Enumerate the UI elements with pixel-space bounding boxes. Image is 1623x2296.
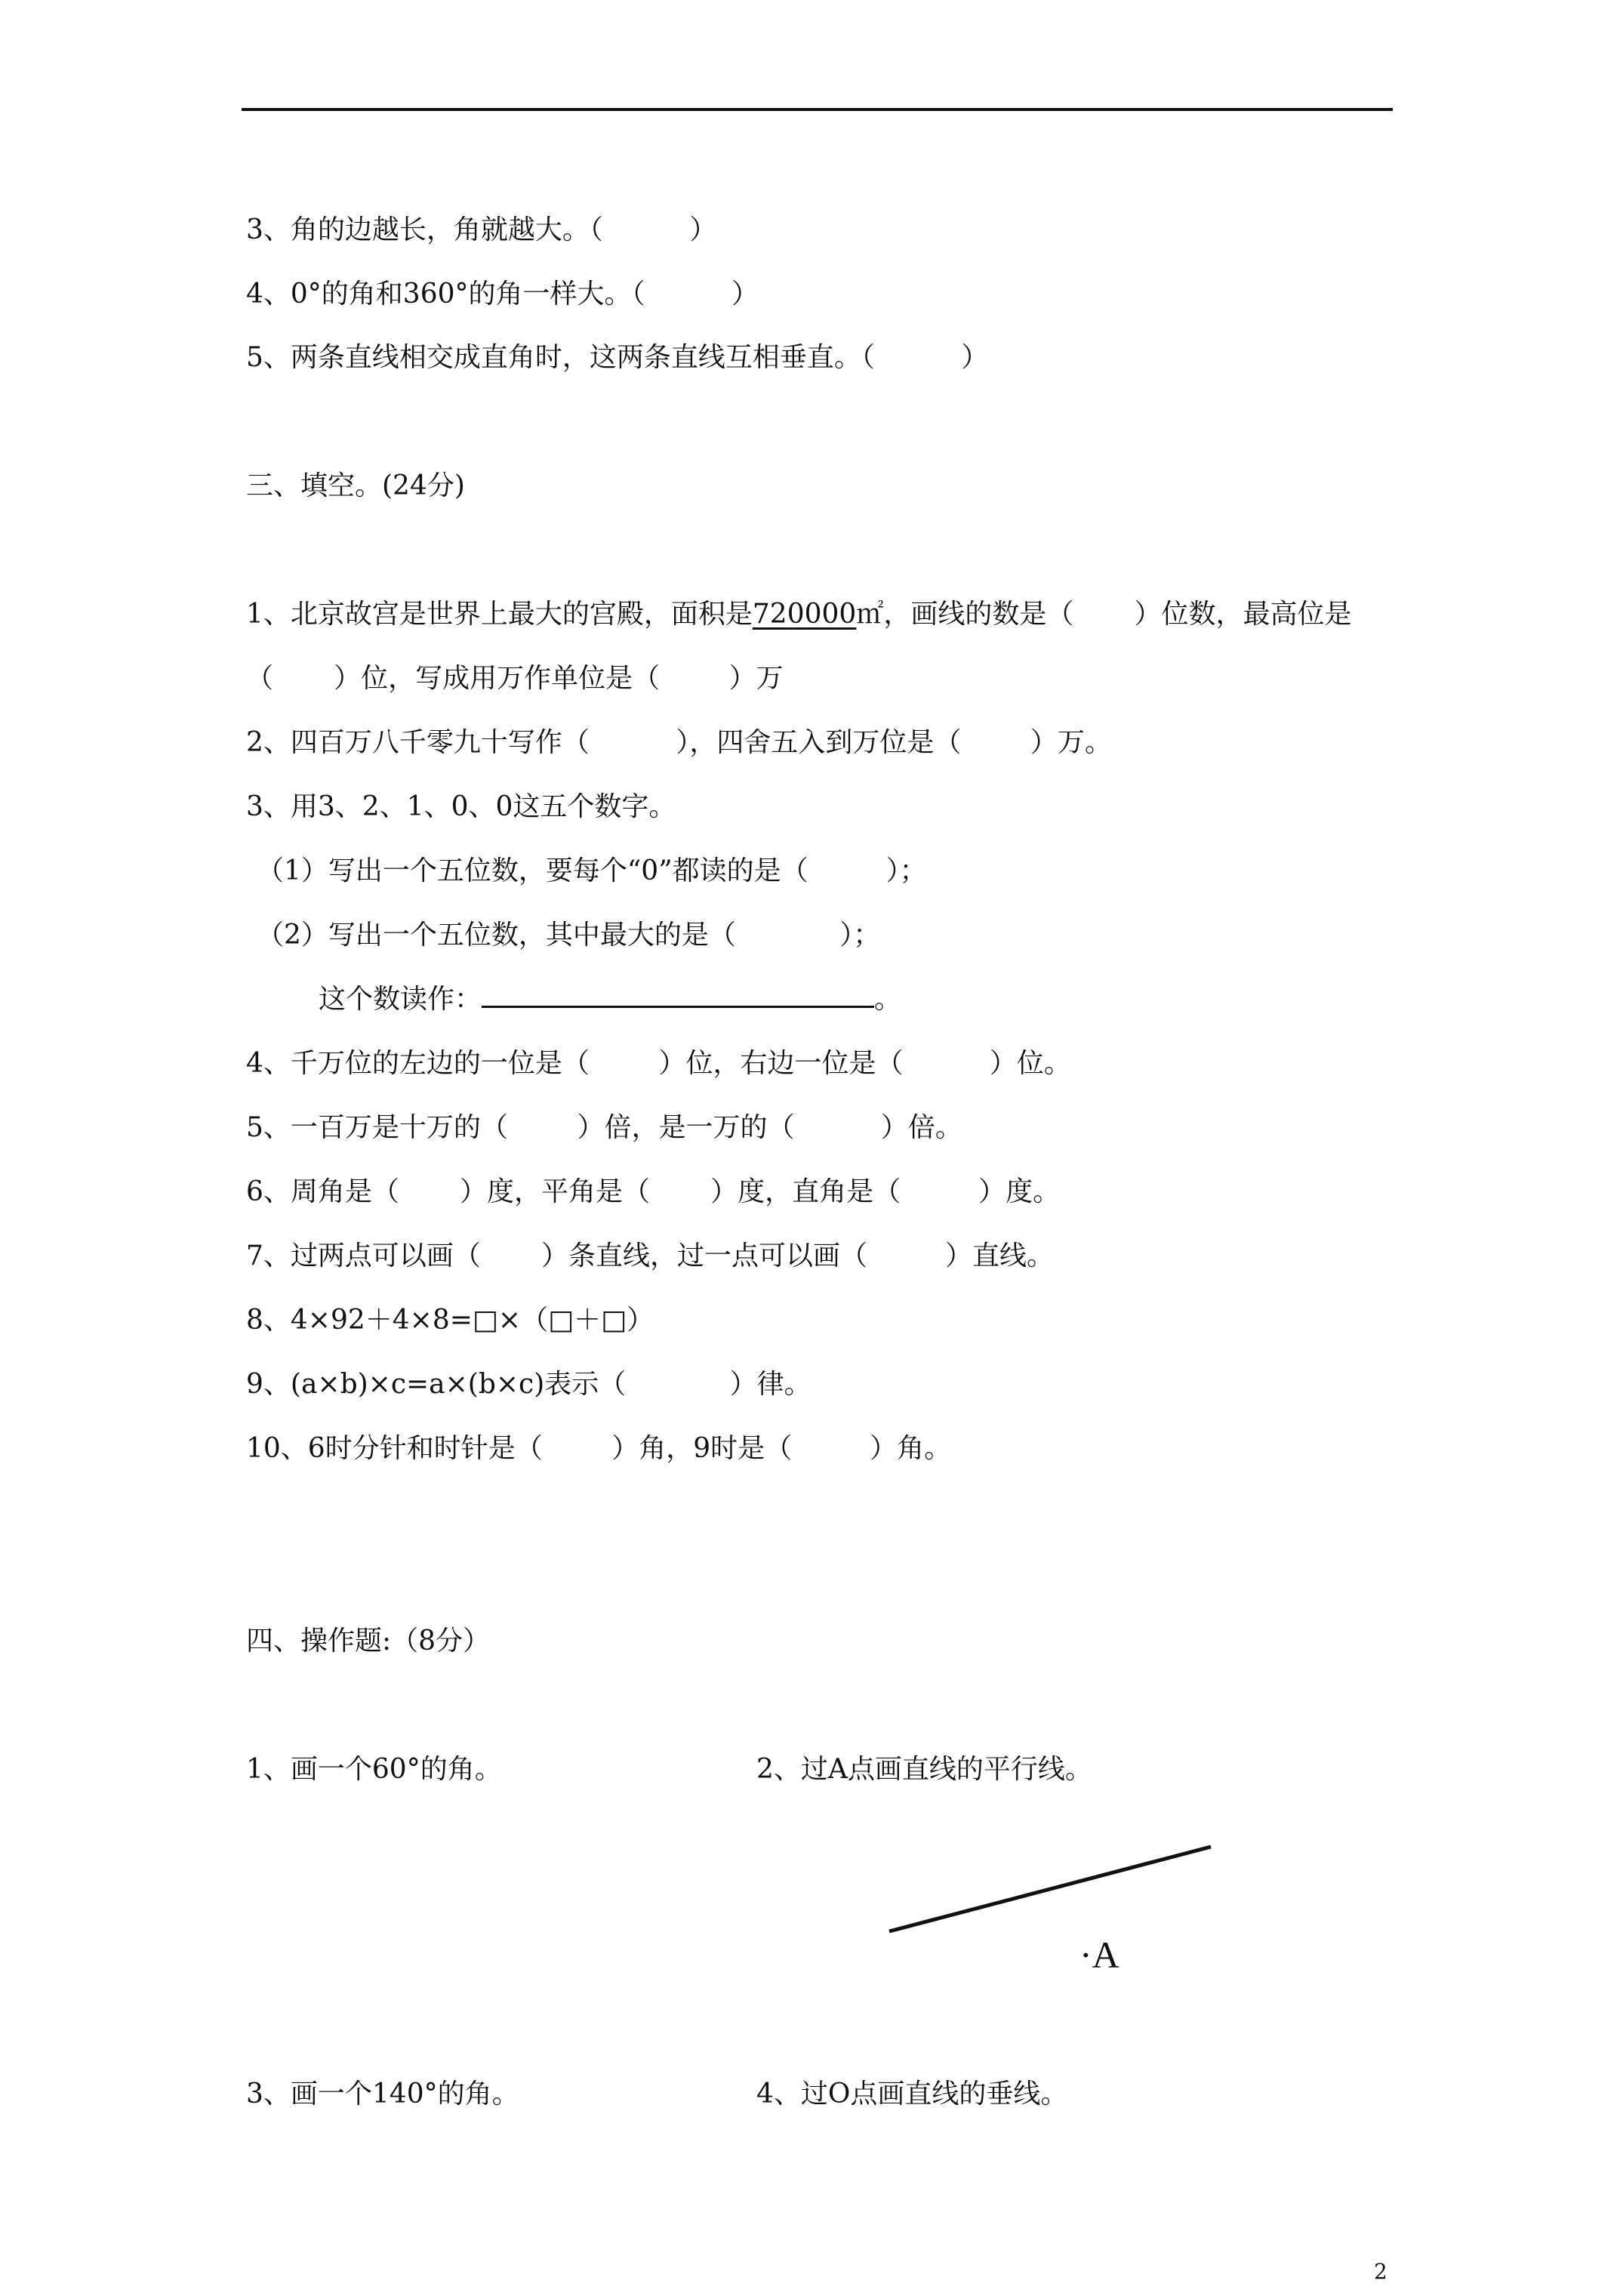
fill-item-10: 10、6时分针和时针是（ ）角，9时是（ ）角。 xyxy=(246,1433,952,1464)
fill-item-1-post: ㎡，画线的数是（ ）位数，最高位是 xyxy=(856,599,1352,630)
point-a-label: ·A xyxy=(1079,1934,1119,1976)
op-item-4: 4、过O点画直线的垂线。 xyxy=(756,2079,1068,2110)
op-item-3: 3、画一个140°的角。 xyxy=(246,2079,519,2110)
fill-item-4: 4、千万位的左边的一位是（ ）位，右边一位是（ ）位。 xyxy=(246,1048,1071,1079)
fill-item-9: 9、(a×b)×c=a×(b×c)表示（ ）律。 xyxy=(246,1369,812,1400)
fill-item-8: 8、4×92＋4×8=□×（□＋□） xyxy=(246,1305,654,1336)
fill-item-1-cont: （ ）位，写成用万作单位是（ ）万 xyxy=(246,663,784,694)
page-number: 2 xyxy=(1374,2259,1387,2284)
fill-item-6: 6、周角是（ ）度，平角是（ ）度，直角是（ ）度。 xyxy=(246,1176,1061,1207)
op-item-2: 2、过A点画直线的平行线。 xyxy=(756,1754,1092,1785)
given-line xyxy=(889,1847,1211,1931)
fill-item-5: 5、一百万是十万的（ ）倍，是一万的（ ）倍。 xyxy=(246,1112,962,1143)
op-item-1: 1、画一个60°的角。 xyxy=(246,1754,502,1785)
section-4-title: 四、操作题:（8分） xyxy=(246,1626,491,1657)
fill-item-2: 2、四百万八千零九十写作（ ），四舍五入到万位是（ ）万。 xyxy=(246,727,1112,758)
judge-item-3: 3、角的边越长，角就越大。（ ） xyxy=(246,214,717,245)
fill-item-3-2: （2）写出一个五位数，其中最大的是（ ）； xyxy=(257,920,881,951)
read-label: 这个数读作： xyxy=(319,984,482,1015)
judge-item-4: 4、0°的角和360°的角一样大。（ ） xyxy=(246,279,759,310)
fill-item-1-pre: 1、北京故宫是世界上最大的宫殿，面积是 xyxy=(246,599,753,630)
judge-item-5: 5、两条直线相交成直角时，这两条直线互相垂直。（ ） xyxy=(246,342,989,373)
fill-item-3-1: （1）写出一个五位数，要每个“0”都读的是（ ）； xyxy=(257,855,927,886)
read-end: 。 xyxy=(874,984,902,1015)
fill-item-7: 7、过两点可以画（ ）条直线，过一点可以画（ ）直线。 xyxy=(246,1240,1054,1271)
section-3-title: 三、填空。(24分) xyxy=(246,470,465,501)
fill-item-3: 3、用3、2、1、0、0这五个数字。 xyxy=(246,791,676,822)
underlined-number: 720000 xyxy=(752,599,857,630)
